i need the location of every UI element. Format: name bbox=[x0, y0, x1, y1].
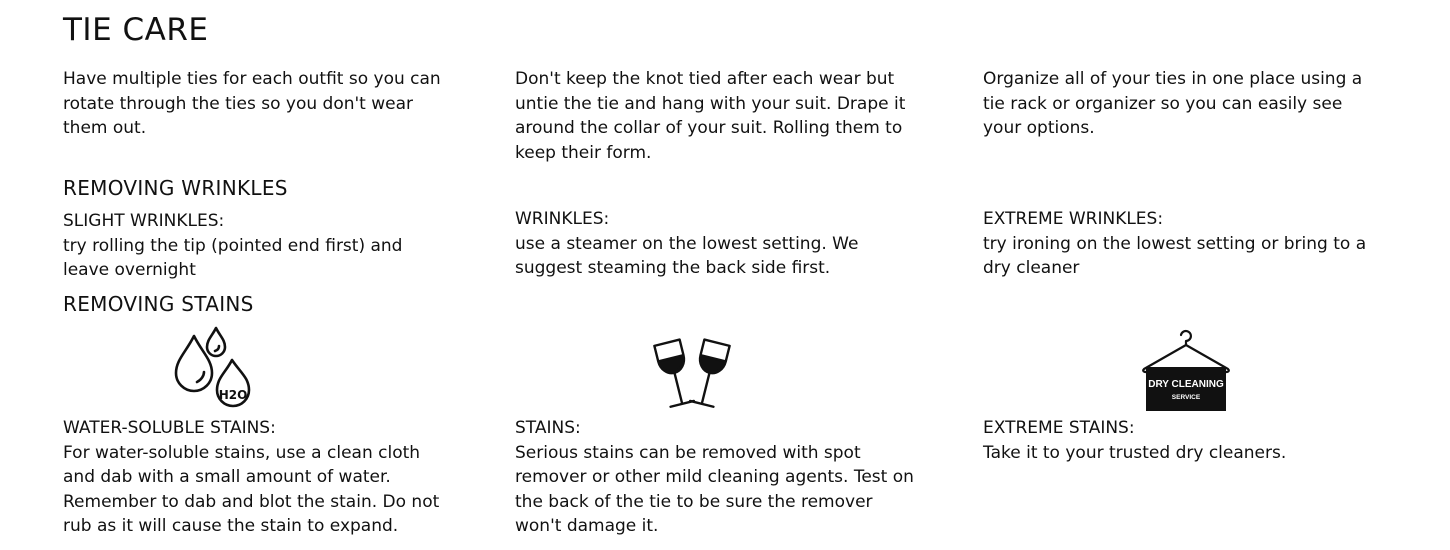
extreme-wrinkles-block bbox=[983, 207, 1388, 281]
hanger-icon bbox=[1140, 327, 1232, 413]
stains-block bbox=[515, 416, 915, 539]
stains-label: STAINS: bbox=[515, 418, 581, 438]
removing-stains-heading: REMOVING STAINS bbox=[63, 292, 254, 316]
wrinkles-text: use a steamer on the lowest setting. We suggest steaming the back side first. bbox=[515, 233, 859, 278]
extreme-wrinkles-label: EXTREME WRINKLES: bbox=[983, 209, 1164, 229]
slight-wrinkles-label: SLIGHT WRINKLES: bbox=[63, 211, 225, 231]
stains-text: Serious stains can be removed with spot remover or other mild cleaning agents. Test on the back of the tie to be sure the remover won't damage it. bbox=[515, 442, 914, 536]
wrinkles-label: WRINKLES: bbox=[515, 209, 610, 229]
wine-glasses-icon bbox=[644, 338, 740, 412]
extreme-stains-text: Take it to your trusted dry cleaners. bbox=[983, 442, 1287, 463]
slight-wrinkles-text: try rolling the tip (pointed end first) and leave overnight bbox=[63, 235, 403, 280]
extreme-stains-label: EXTREME STAINS: bbox=[983, 418, 1135, 438]
intro-paragraph-1: Have multiple ties for each outfit so you can rotate through the ties so you don't wear them out. bbox=[63, 69, 441, 138]
water-soluble-stains-block bbox=[63, 416, 448, 539]
dry-cleaning-icon-text: DRY CLEANING bbox=[1148, 379, 1224, 390]
water-soluble-stains-label: WATER-SOLUBLE STAINS: bbox=[63, 418, 276, 438]
h2o-icon-text: H2O bbox=[218, 388, 248, 402]
water-drops-icon bbox=[172, 326, 254, 412]
water-soluble-stains-text: For water-soluble stains, use a clean cloth and dab with a small amount of water. Remember to dab and blot the stain. Do not rub as it will cause the stain to expand. bbox=[63, 442, 440, 536]
intro-paragraph-3: Organize all of your ties in one place using a tie rack or organizer so you can easily see your options. bbox=[983, 69, 1363, 138]
extreme-stains-block bbox=[983, 416, 1383, 465]
removing-wrinkles-heading: REMOVING WRINKLES bbox=[63, 176, 288, 200]
slight-wrinkles-block bbox=[63, 209, 443, 283]
wrinkles-block bbox=[515, 207, 900, 281]
service-icon-text: SERVICE bbox=[1171, 394, 1201, 401]
page-title: TIE CARE bbox=[63, 12, 209, 48]
extreme-wrinkles-text: try ironing on the lowest setting or bring to a dry cleaner bbox=[983, 233, 1367, 278]
intro-paragraph-2: Don't keep the knot tied after each wear but untie the tie and hang with your suit. Drape it around the collar of your suit. Rolling them to keep their form. bbox=[515, 69, 906, 163]
